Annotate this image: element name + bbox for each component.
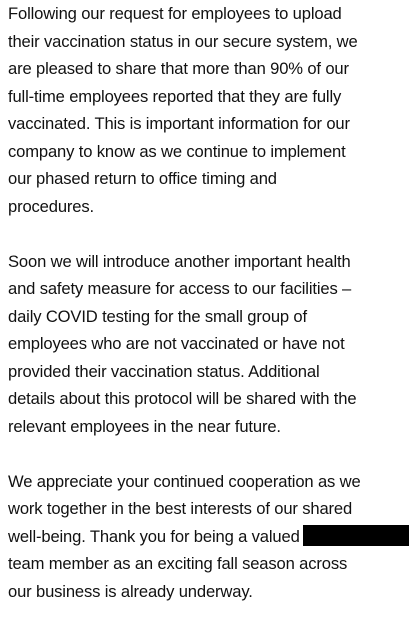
- text-line: Following our request for employees to upload: [8, 4, 342, 23]
- text-line: and safety measure for access to our facilities –: [8, 279, 352, 298]
- redaction-block: [303, 525, 409, 546]
- paragraph-appreciation: [8, 468, 408, 606]
- text-line: procedures.: [8, 196, 94, 216]
- text-fragment: well-being. Thank you for being a valued: [8, 526, 300, 546]
- text-line: We appreciate your continued cooperation as we: [8, 471, 361, 491]
- text-line: team member as an exciting fall season across: [8, 554, 348, 573]
- paragraph-covid-testing: [8, 248, 408, 441]
- text-line-with-redaction: [8, 523, 408, 551]
- text-line: relevant employees in the near future.: [8, 416, 281, 436]
- text-line: Soon we will introduce another important health: [8, 251, 351, 271]
- text-line: employees who are not vaccinated or have not: [8, 334, 345, 353]
- text-line: our phased return to office timing and: [8, 169, 277, 188]
- text-line: our business is already underway.: [8, 581, 253, 601]
- text-line: work together in the best interests of our shared: [8, 499, 353, 518]
- paragraph-spacer: [8, 440, 408, 468]
- text-line: provided their vaccination status. Additional: [8, 361, 320, 381]
- text-line: company to know as we continue to implement: [8, 141, 346, 161]
- paragraph-vaccination-status: [8, 0, 408, 220]
- paragraph-spacer: [8, 220, 408, 248]
- text-line: vaccinated. This is important information for our: [8, 114, 350, 133]
- text-line: daily COVID testing for the small group of: [8, 306, 307, 326]
- memo-document: [8, 0, 408, 605]
- text-line: full-time employees reported that they are fully: [8, 86, 342, 106]
- text-line: are pleased to share that more than 90% of our: [8, 59, 349, 78]
- text-line: their vaccination status in our secure system, we: [8, 31, 358, 51]
- text-line: details about this protocol will be shared with the: [8, 389, 357, 408]
